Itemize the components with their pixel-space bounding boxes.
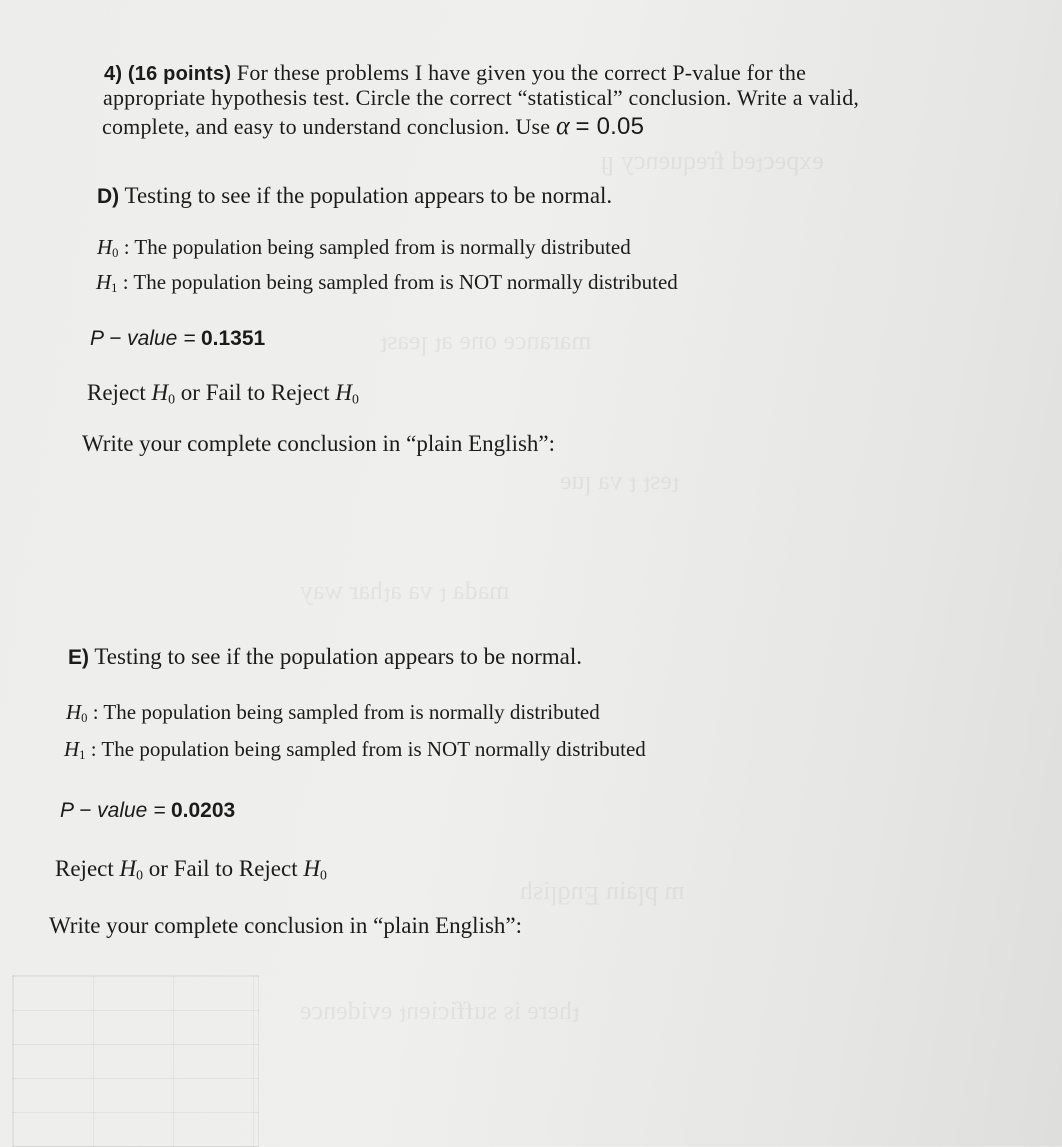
pvalue-label: P − value = [90,327,196,350]
part-d-null-hypothesis: $H_0$ : The population being sampled from is normally distributed [97,235,631,261]
bleed-through-text: ﬂ ʎɔuǝnbǝɹɟ pǝʇɔǝdxǝ [600,151,824,180]
part-d-reject-choice: Reject $H_0$ or Fail to Reject $H_0$ [87,380,359,407]
part-e-alt-hypothesis: $H_1$ : The population being sampled from is NOT normally distributed [64,737,646,763]
pvalue-number: 0.1351 [200,327,266,350]
part-e-write-prompt: Write your complete conclusion in “plain English”: [49,913,523,938]
instructions-line-3: complete, and easy to understand conclusion. Use [102,114,551,139]
part-e-heading [68,644,582,670]
pvalue-number: 0.0203 [170,799,236,822]
part-d-letter: D) [97,185,120,208]
problem-number: 4) [104,63,123,85]
part-d-alt-hypothesis: $H_1$ : The population being sampled from is NOT normally distributed [96,270,678,296]
bleed-through-text: ǝɔuǝpᴉʌǝ ʇuǝᴉɔᴉɟɟns sᴉ ǝɹǝɥʇ [300,1001,580,1030]
part-d-pvalue [90,325,265,351]
problem-header-line-1 [104,60,806,86]
instructions-line-2: appropriate hypothesis test. Circle the correct “statistical” conclusion. Write a valid, [103,85,860,110]
bleed-through-text: ʇsɐǝl ʇɐ ǝuo ǝɔuɐɹɐɯ [380,331,592,360]
part-e-pvalue [60,797,235,823]
bleed-through-text: ǝnl ɐʌ ʇ ʇsǝʇ [560,471,680,500]
part-d-title: Testing to see if the population appears to be normal. [124,183,613,208]
part-d-heading [97,183,612,209]
part-d-write-prompt: Write your complete conclusion in “plain English”: [82,431,556,456]
problem-header-line-3 [102,111,644,141]
part-e-null-hypothesis: $H_0$ : The population being sampled from is normally distributed [66,700,600,726]
bleed-through-text: ɥsᴉlƃuƎ uᴉɐld ɯ [520,881,685,910]
bleed-through-text: ʎɐʍ ɹɐɥʇɐ ɐʌ ʇ ɐpɐɯ [300,581,510,610]
part-e-title: Testing to see if the population appears to be normal. [94,644,582,669]
part-e-letter: E) [68,646,89,669]
bleed-through-table [12,975,259,1147]
part-e-reject-choice: Reject $H_0$ or Fail to Reject $H_0$ [55,856,327,883]
alpha-symbol: α [555,111,570,140]
instructions-line-1: For these problems I have given you the correct P-value for the [236,60,807,85]
pvalue-label: P − value = [60,799,166,822]
alpha-value: = 0.05 [575,113,645,140]
problem-points: (16 points) [127,63,232,85]
